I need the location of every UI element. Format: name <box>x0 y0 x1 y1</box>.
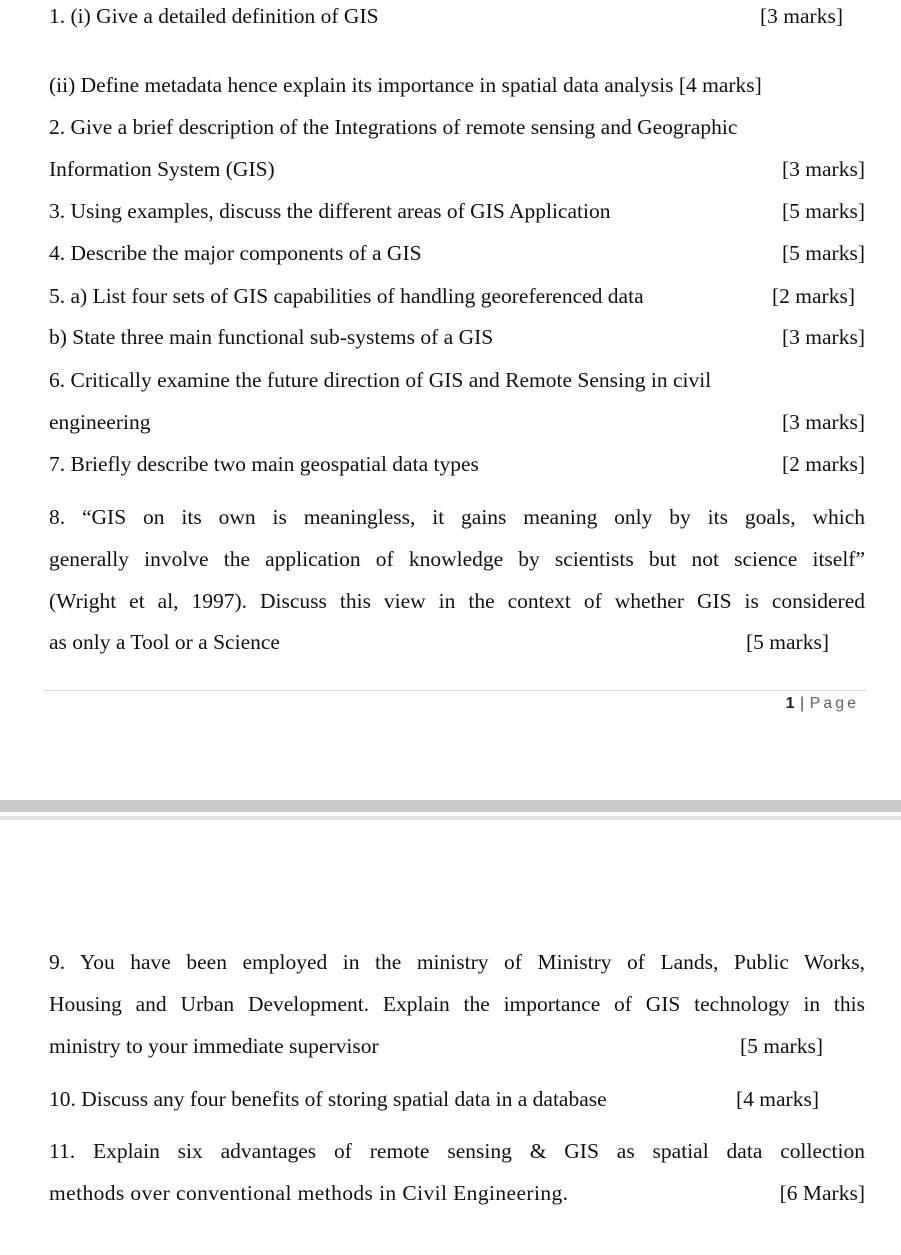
question-2-line-1 <box>49 113 865 141</box>
marks-label: [4 marks] <box>736 1087 819 1111</box>
marks-label: [5 marks] <box>746 630 829 654</box>
question-10 <box>49 1085 819 1113</box>
question-text: 10. Discuss any four benefits of storing spatial data in a database <box>49 1087 607 1111</box>
marks-label: [5 marks] <box>782 199 865 223</box>
question-1-i <box>49 2 865 30</box>
question-text: 3. Using examples, discuss the different areas of GIS Application <box>49 199 611 223</box>
page-divider-edge <box>0 816 901 820</box>
question-8-line-2: generally involve the application of knowledge by scientists but not science itself” <box>49 547 865 571</box>
marks-label: [2 marks] <box>782 452 865 476</box>
marks-label: [3 marks] <box>782 157 865 181</box>
marks-label: [3 marks] <box>760 4 843 28</box>
question-11-line-2 <box>49 1179 865 1207</box>
question-8-line-3: (Wright et al, 1997). Discuss this view in the context of whether GIS is considered <box>49 589 865 613</box>
page-number: 1 <box>785 695 796 712</box>
page-footer <box>786 695 859 713</box>
question-2-line-2 <box>49 155 865 183</box>
marks-label: [2 marks] <box>772 284 855 308</box>
marks-label: [5 marks] <box>740 1034 823 1058</box>
footer-separator: | <box>799 695 806 712</box>
question-5b <box>49 323 865 351</box>
question-6-line-2 <box>49 408 865 436</box>
footer-rule <box>44 690 866 691</box>
question-text: (ii) Define metadata hence explain its importance in spatial data analysis [4 marks] <box>49 73 762 97</box>
question-9-line-3 <box>49 1032 823 1060</box>
question-3 <box>49 197 865 225</box>
question-text: as only a Tool or a Science <box>49 630 280 654</box>
question-text: 6. Critically examine the future direction of GIS and Remote Sensing in civil <box>49 368 712 392</box>
question-text: 7. Briefly describe two main geospatial data types <box>49 452 479 476</box>
question-text: b) State three main functional sub-systems of a GIS <box>49 325 494 349</box>
question-6-line-1 <box>49 366 865 394</box>
question-1-ii <box>49 71 869 99</box>
marks-label: [3 marks] <box>782 325 865 349</box>
marks-label: [3 marks] <box>782 410 865 434</box>
question-4 <box>49 239 865 267</box>
marks-label: [5 marks] <box>782 241 865 265</box>
question-9-line-2: Housing and Urban Development. Explain the importance of GIS technology in this <box>49 992 865 1016</box>
question-7 <box>49 450 865 478</box>
question-text: Information System (GIS) <box>49 157 275 181</box>
question-text: methods over conventional methods in Civil Engineering. <box>49 1181 569 1205</box>
marks-label: [6 Marks] <box>779 1181 865 1205</box>
question-text: 5. a) List four sets of GIS capabilities of handling georeferenced data <box>49 284 644 308</box>
question-8-line-1: 8. “GIS on its own is meaningless, it gains meaning only by its goals, which <box>49 505 865 529</box>
question-8-line-4 <box>49 628 829 656</box>
page-word: Page <box>809 695 859 712</box>
question-text: 1. (i) Give a detailed definition of GIS <box>49 4 379 28</box>
question-5a <box>49 282 855 310</box>
question-text: ministry to your immediate supervisor <box>49 1034 379 1058</box>
question-9-line-1: 9. You have been employed in the ministry of Ministry of Lands, Public Works, <box>49 950 865 974</box>
page-divider <box>0 800 901 812</box>
question-text: 2. Give a brief description of the Integrations of remote sensing and Geographic <box>49 115 738 139</box>
question-text: engineering <box>49 410 151 434</box>
question-11-line-1: 11. Explain six advantages of remote sensing & GIS as spatial data collection <box>49 1139 865 1163</box>
question-text: 4. Describe the major components of a GIS <box>49 241 422 265</box>
